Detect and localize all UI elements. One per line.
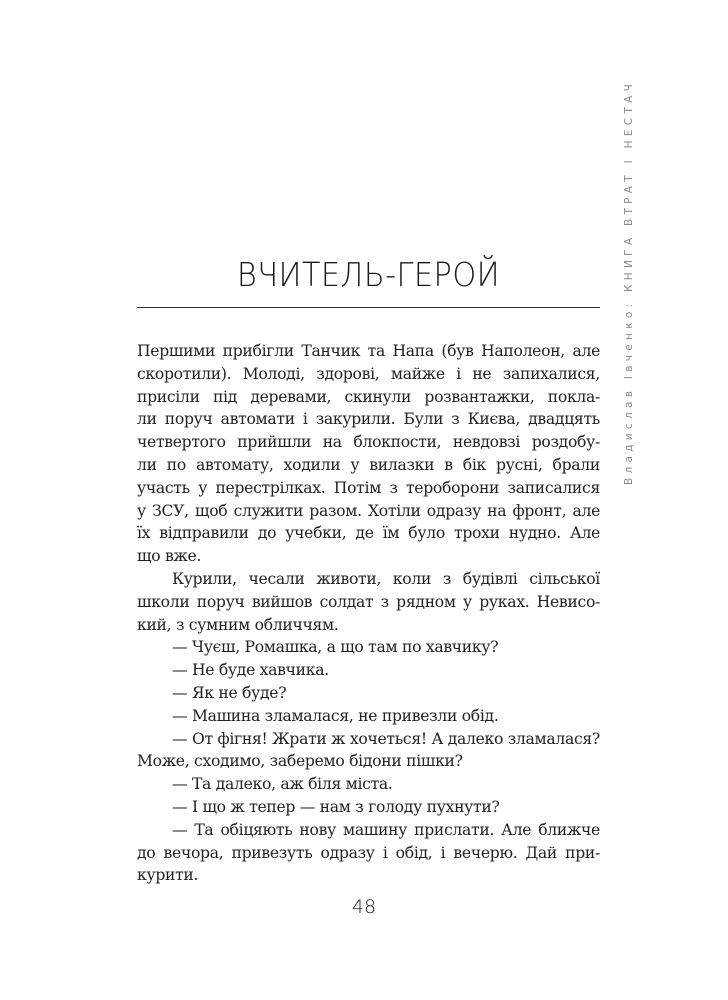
text-line: — Та далеко, аж біля міста. xyxy=(172,775,393,794)
text-line: участь у перестрілках. Потім з тероборони записалися xyxy=(137,478,600,497)
text-line: до вечора, привезуть одразу і обід, і вечерю. Дай при- xyxy=(137,843,600,862)
text-line: — Не буде хавчика. xyxy=(172,661,329,680)
title-divider xyxy=(137,307,600,308)
text-line: ли поруч автомати і закурили. Були з Києва, двадцять xyxy=(137,410,600,429)
running-head: Владислав Івченко: КНИГА ВТРАТ І НЕСТАЧ xyxy=(623,79,635,485)
text-line: ли по автомату, ходили у вилазки в бік русні, брали xyxy=(137,455,600,474)
text-line: — Чуєш, Ромашка, а що там по хавчику? xyxy=(172,638,499,657)
text-line: — От фігня! Жрати ж хочеться! А далеко зламалася? xyxy=(172,729,600,748)
page-number: 48 xyxy=(351,896,377,918)
text-line: школи поруч вийшов солдат з рядном у руках. Невисо- xyxy=(137,592,600,611)
text-line: четвертого прийшли на блокпости, невдовзі роздобу- xyxy=(137,433,600,452)
text-line: у ЗСУ, щоб служити разом. Хотіли одразу на фронт, але xyxy=(137,501,600,520)
text-line: — Машина зламалася, не привезли обід. xyxy=(172,706,499,725)
text-line: їх відправили до учебки, де їм було трохи нудно. Але xyxy=(137,524,600,543)
text-line: Може, сходимо, заберемо бідони пішки? xyxy=(137,752,463,771)
chapter-title: ВЧИТЕЛЬ-ГЕРОЙ xyxy=(236,255,501,294)
text-line: — І що ж тепер — нам з голоду пухнути? xyxy=(172,797,500,816)
text-line: курити. xyxy=(137,866,199,885)
text-line: скоротили). Молоді, здорові, майже і не запихалися, xyxy=(137,364,600,383)
text-line: Першими прибігли Танчик та Напа (був Наполеон, але xyxy=(137,342,600,360)
body-text xyxy=(137,340,600,887)
text-line: присіли під деревами, скинули розвантажки, покла- xyxy=(137,387,600,406)
text-line: що вже. xyxy=(137,547,202,566)
text-line: Курили, чесали животи, коли з будівлі сільської xyxy=(172,569,600,588)
text-line: кий, з сумним обличчям. xyxy=(137,615,339,634)
text-line: — Як не буде? xyxy=(172,683,287,702)
text-line: — Та обіцяють нову машину прислати. Але ближче xyxy=(172,820,600,839)
